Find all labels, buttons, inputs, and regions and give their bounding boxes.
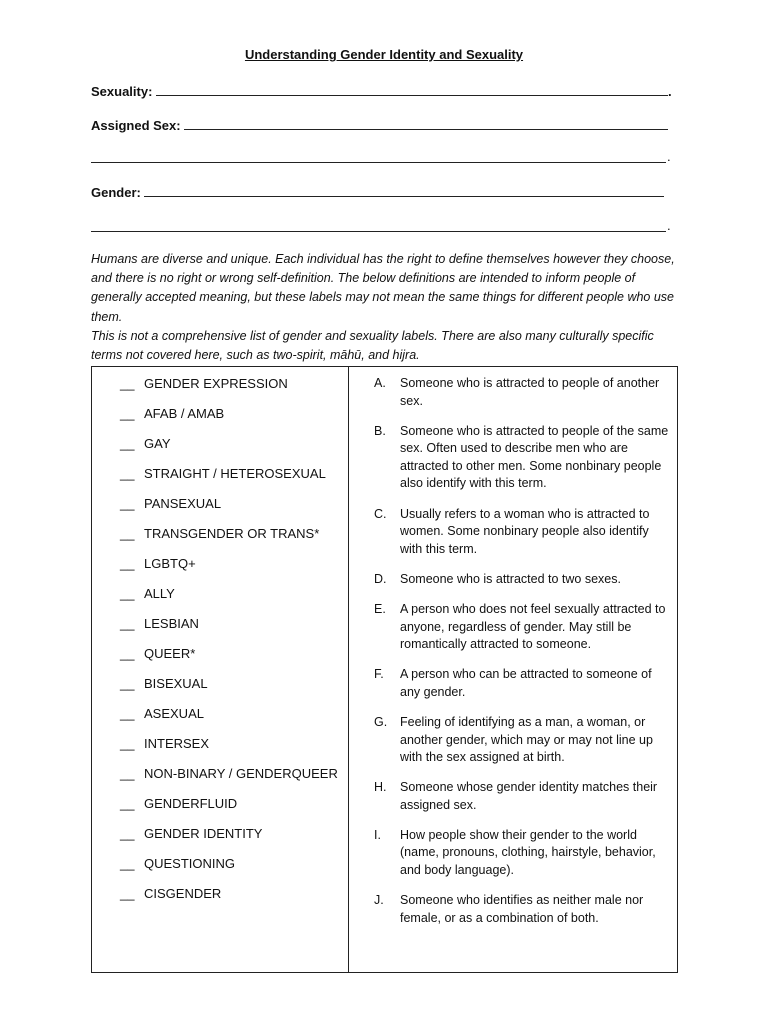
definition-letter: F.: [374, 667, 384, 682]
term-label: QUEER*: [144, 646, 196, 661]
answer-blank[interactable]: __: [120, 616, 135, 631]
term-item[interactable]: [120, 555, 338, 573]
gender-label: Gender:: [91, 185, 141, 200]
answer-blank[interactable]: __: [120, 406, 135, 421]
definition-text: Someone who is attracted to people of another sex.: [400, 376, 660, 408]
answer-blank[interactable]: __: [120, 646, 135, 661]
term-item[interactable]: [120, 795, 338, 813]
term-item[interactable]: [120, 375, 338, 393]
definition-text: How people show their gender to the world (name, pronouns, clothing, hairstyle, behavior, and body language).: [400, 827, 656, 878]
definition-item: [374, 827, 674, 880]
definition-item: [374, 601, 674, 654]
definition-text: Someone who identifies as neither male nor female, or as a combination of both.: [400, 893, 644, 925]
answer-blank[interactable]: __: [120, 556, 135, 571]
term-label: ALLY: [144, 586, 175, 601]
definition-letter: I.: [374, 827, 381, 842]
intro-paragraph-1: Humans are diverse and unique. Each individual has the right to define themselves however they choose, and there is no right or wrong self-definition. The below definitions are intended to inform people of generally accepted meaning, but these labels may not mean the same things for different people who use them.: [91, 252, 675, 324]
term-item[interactable]: [120, 675, 338, 693]
term-label: LESBIAN: [144, 616, 199, 631]
gender-answer-line[interactable]: [144, 183, 664, 197]
term-item[interactable]: [120, 855, 338, 873]
term-item[interactable]: [120, 735, 338, 753]
gender-period: .: [667, 218, 671, 233]
column-divider: [348, 367, 349, 972]
term-item[interactable]: [120, 585, 338, 603]
answer-blank[interactable]: __: [120, 496, 135, 511]
definition-letter: A.: [374, 376, 386, 390]
term-item[interactable]: [120, 525, 338, 543]
definition-item: [374, 714, 674, 767]
term-label: QUESTIONING: [144, 856, 236, 871]
definition-text: Someone whose gender identity matches their assigned sex.: [400, 780, 658, 812]
definition-text: A person who does not feel sexually attracted to anyone, regardless of gender. May still be romantically attracted to someone.: [400, 601, 666, 652]
term-item[interactable]: [120, 435, 338, 453]
definition-item: [374, 892, 674, 927]
term-label: GENDER EXPRESSION: [144, 376, 288, 391]
term-label: NON-BINARY / GENDERQUEER: [144, 766, 338, 781]
definition-item: [374, 423, 674, 493]
answer-blank[interactable]: __: [120, 886, 135, 901]
gender-field[interactable]: [91, 183, 664, 200]
term-item[interactable]: [120, 705, 338, 723]
definition-text: Feeling of identifying as a man, a woman, or another gender, which may or may not line up with the sex assigned at birth.: [400, 714, 653, 765]
answer-blank[interactable]: __: [120, 826, 135, 841]
term-item[interactable]: [120, 405, 338, 423]
answer-blank[interactable]: __: [120, 796, 135, 811]
term-label: INTERSEX: [144, 736, 210, 751]
definition-letter: E.: [374, 601, 386, 616]
answer-blank[interactable]: __: [120, 736, 135, 751]
term-label: GENDER IDENTITY: [144, 826, 263, 841]
definition-item: [374, 506, 674, 559]
sexuality-answer-line[interactable]: [156, 82, 668, 96]
term-item[interactable]: [120, 465, 338, 483]
definition-letter: B.: [374, 423, 386, 438]
terms-column: [120, 375, 338, 915]
term-item[interactable]: [120, 615, 338, 633]
definition-item: [374, 779, 674, 814]
definition-letter: G.: [374, 714, 388, 729]
answer-blank[interactable]: __: [120, 856, 135, 871]
answer-blank[interactable]: __: [120, 706, 135, 721]
answer-blank[interactable]: __: [120, 766, 135, 781]
term-label: LGBTQ+: [144, 556, 196, 571]
term-label: ASEXUAL: [144, 706, 204, 721]
definition-text: Someone who is attracted to people of the same sex. Often used to describe men who are attracted to other men. Some nonbinary people also identify with this term.: [400, 423, 669, 491]
term-label: TRANSGENDER OR TRANS*: [144, 526, 320, 541]
answer-blank[interactable]: __: [120, 676, 135, 691]
answer-blank[interactable]: __: [120, 526, 135, 541]
term-item[interactable]: [120, 645, 338, 663]
definition-item: [374, 571, 674, 589]
term-label: PANSEXUAL: [144, 496, 222, 511]
assigned-sex-period: .: [667, 149, 671, 164]
assigned-sex-field[interactable]: [91, 116, 668, 133]
definition-text: Usually refers to a woman who is attracted to women. Some nonbinary people also identify with this term.: [400, 506, 650, 556]
assigned-sex-continuation-line[interactable]: [91, 161, 666, 163]
term-label: STRAIGHT / HETEROSEXUAL: [144, 466, 326, 481]
definition-text: Someone who is attracted to two sexes.: [400, 571, 621, 586]
intro-text: [91, 250, 681, 365]
definition-letter: D.: [374, 571, 387, 586]
assigned-sex-label: Assigned Sex:: [91, 118, 181, 133]
definition-text: A person who can be attracted to someone of any gender.: [400, 667, 652, 699]
answer-blank[interactable]: __: [120, 376, 135, 391]
sexuality-period: .: [668, 84, 672, 99]
definition-item: [374, 666, 674, 701]
answer-blank[interactable]: __: [120, 586, 135, 601]
definition-letter: C.: [374, 506, 387, 521]
term-item[interactable]: [120, 495, 338, 513]
term-label: GAY: [144, 436, 171, 451]
term-item[interactable]: [120, 765, 338, 783]
term-label: CISGENDER: [144, 886, 222, 901]
definition-letter: J.: [374, 893, 384, 908]
definition-item: [374, 375, 674, 410]
definition-letter: H.: [374, 780, 387, 795]
term-label: AFAB / AMAB: [144, 406, 225, 421]
sexuality-field[interactable]: [91, 82, 672, 99]
intro-paragraph-2: This is not a comprehensive list of gender and sexuality labels. There are also many culturally specific terms not covered here, such as two-spirit, māhū, and hijra.: [91, 328, 654, 363]
definitions-column: [374, 375, 674, 940]
gender-continuation-line[interactable]: [91, 230, 666, 232]
term-item[interactable]: [120, 825, 338, 843]
term-label: GENDERFLUID: [144, 796, 238, 811]
worksheet-title: Understanding Gender Identity and Sexuality: [244, 47, 524, 62]
matching-table: [91, 366, 678, 973]
answer-blank[interactable]: __: [120, 436, 135, 451]
assigned-sex-answer-line[interactable]: [184, 116, 668, 130]
term-label: BISEXUAL: [144, 676, 208, 691]
sexuality-label: Sexuality:: [91, 84, 153, 99]
answer-blank[interactable]: __: [120, 466, 135, 481]
term-item[interactable]: [120, 885, 338, 903]
